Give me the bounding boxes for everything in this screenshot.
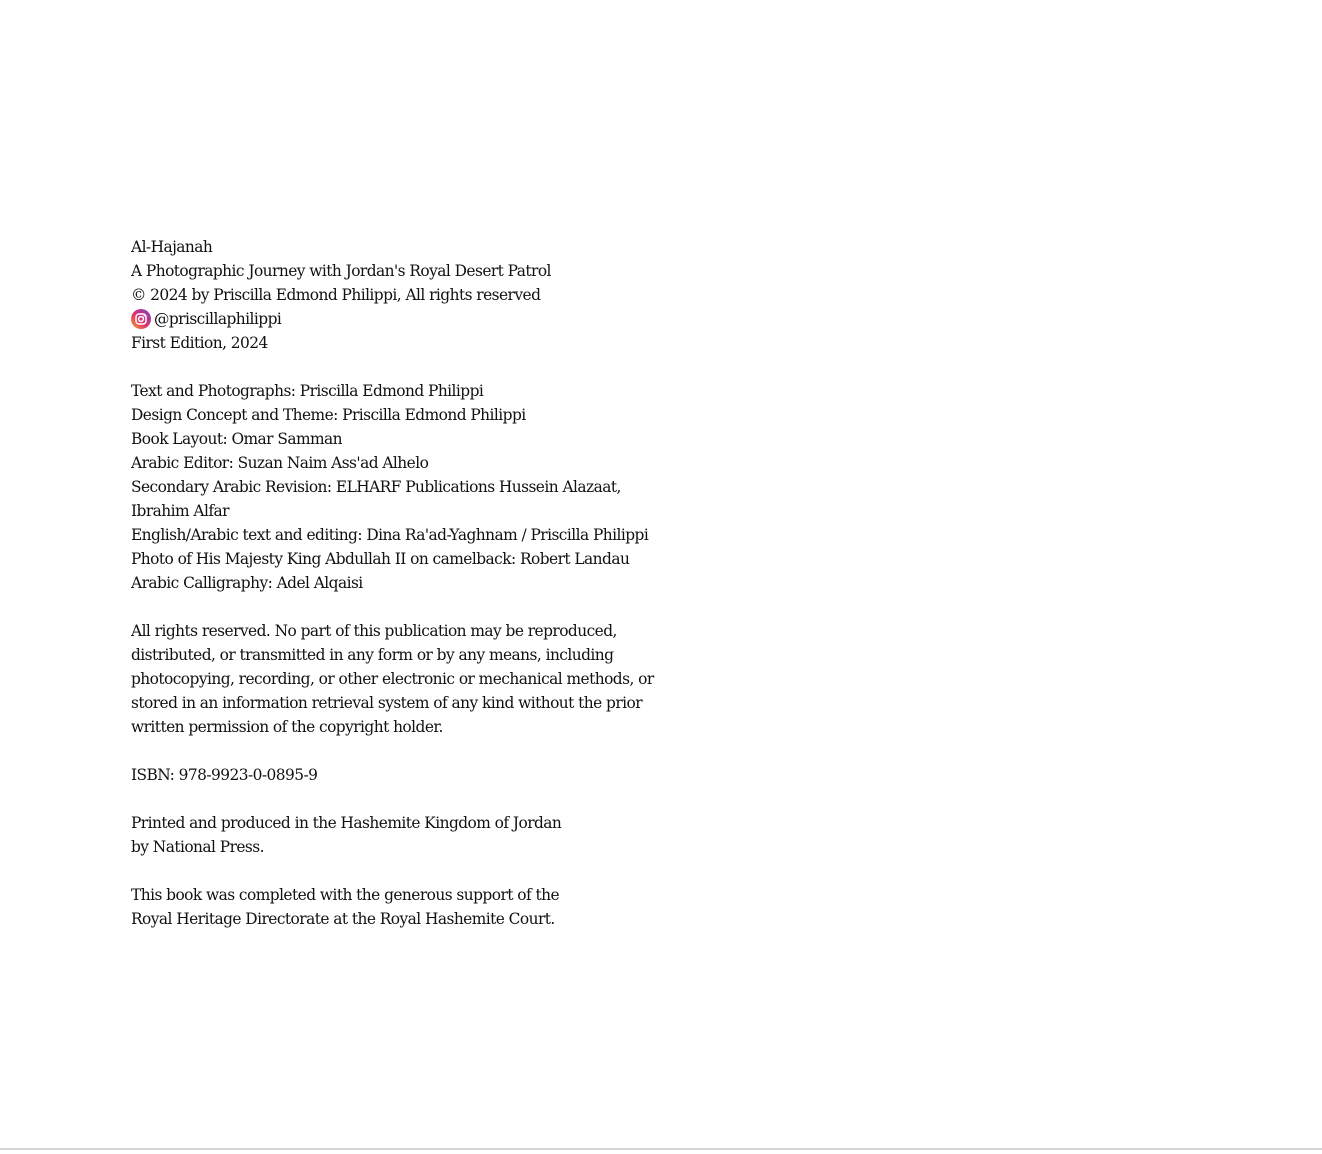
credit-line: English/Arabic text and editing: Dina Ra'ad-Yaghnam / Priscilla Philippi — [131, 526, 649, 544]
spacer — [131, 859, 691, 883]
spacer — [131, 739, 691, 763]
spacer — [131, 787, 691, 811]
printing-line: by National Press. — [131, 838, 264, 856]
edition-line: First Edition, 2024 — [131, 334, 268, 352]
rights-notice-line: photocopying, recording, or other electronic or mechanical methods, or — [131, 670, 654, 688]
credit-line: Arabic Editor: Suzan Naim Ass'ad Alhelo — [131, 454, 429, 472]
rights-notice-line: stored in an information retrieval system of any kind without the prior — [131, 694, 643, 712]
rights-notice-line: distributed, or transmitted in any form or by any means, including — [131, 646, 614, 664]
credit-line: Arabic Calligraphy: Adel Alqaisi — [131, 574, 363, 592]
support-line: Royal Heritage Directorate at the Royal Hashemite Court. — [131, 910, 555, 928]
credit-line: Photo of His Majesty King Abdullah II on camelback: Robert Landau — [131, 550, 630, 568]
credit-line: Secondary Arabic Revision: ELHARF Publications Hussein Alazaat, — [131, 478, 621, 496]
copyright-line: © 2024 by Priscilla Edmond Philippi, All rights reserved — [131, 286, 541, 304]
credit-line: Book Layout: Omar Samman — [131, 430, 343, 448]
rights-notice-line: written permission of the copyright holder. — [131, 718, 443, 736]
spacer — [131, 355, 691, 379]
colophon-text — [131, 235, 691, 931]
instagram-icon — [131, 309, 151, 329]
printing-line: Printed and produced in the Hashemite Kingdom of Jordan — [131, 814, 562, 832]
instagram-row — [131, 307, 691, 331]
support-line: This book was completed with the generous support of the — [131, 886, 559, 904]
credit-line: Text and Photographs: Priscilla Edmond Philippi — [131, 382, 484, 400]
instagram-handle: @priscillaphilippi — [154, 310, 282, 328]
spacer — [131, 595, 691, 619]
book-subtitle: A Photographic Journey with Jordan's Royal Desert Patrol — [131, 262, 551, 280]
isbn-line: ISBN: 978-9923-0-0895-9 — [131, 766, 318, 784]
credit-line: Ibrahim Alfar — [131, 502, 229, 520]
book-title: Al-Hajanah — [131, 238, 213, 256]
credit-line: Design Concept and Theme: Priscilla Edmond Philippi — [131, 406, 526, 424]
rights-notice-line: All rights reserved. No part of this publication may be reproduced, — [131, 622, 617, 640]
